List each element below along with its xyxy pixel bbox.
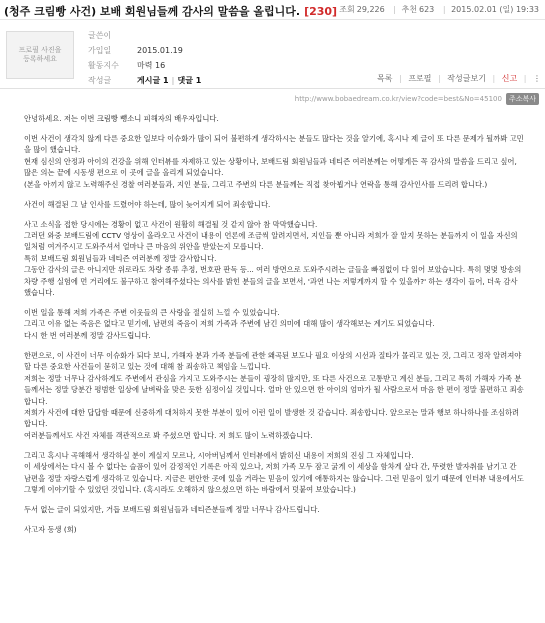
avatar — [6, 31, 74, 79]
profile-button[interactable]: 프로필 — [408, 74, 432, 83]
activity-score: 마력 16 — [137, 61, 166, 70]
body-paragraph: 사고 소식을 접한 당시에는 경황이 없고 사건이 원활히 해결될 것 같지 않아 참 막막했습니다. 그러던 와중 보배드림에 CCTV 영상이 올라오고 사건이 내용이 언론에 조금씩 알려지면서, 지인들 뿐 아니라 저희가 잘 알지 못하는 분들까지 이 일을 자신의 일처럼 여겨주시고 도와주셔서 얼마나 큰 마음의 위안을 받았는지 모릅니다. 특히 보배드림 회원님들과 네티즌 여러분께 정말 감사합니다. 그동안 감사의 글은 아니지만 위로라도 차량 종류 추정, 번호판 판독 등... 여러 방면으로 도와주시려는 글들을 빠짐없이 다 읽어 보았습니다. 특히 몇몇 방송의 차량 주행 실험에 먼 거리에도 불구하고 참여해주셨다는 의사를 밝힌 분들의 글을 보면서, '과연 나는 저렇게까지 할 수 있을까?' 하는 생각이 들어, 더욱 감사했습니다. — [24, 219, 522, 298]
posts-label: 작성글 — [88, 76, 112, 85]
body-paragraph: 이번 사건이 생각치 않게 다른 중요한 일보다 이슈화가 많이 되어 불편하게 생각하시는 분들도 많다는 것을 알기에, 혹시나 제 글이 또 다른 문제가 될까봐 고민을 많이 했습니다. 현재 심신의 안정과 아이의 건강을 위해 인터뷰를 자제하고 있는 상황이나, 보배드림 회원님들과 네티즌 여러분께는 어떻게든 꼭 감사의 말씀을 드리고 싶어, 많은 의논 끝에 시동생 편으로 이 곳에 글을 올리게 되었습니다. (본을 아끼지 않고 노력해주신 경찰 여러분들과, 지인 분들, 그리고 주변의 다른 분들께는 직접 찾아뵙거나 연락을 통해 감사인사를 드리려 합니다.) — [24, 134, 524, 189]
more-icon[interactable]: ⋮ — [533, 74, 541, 83]
post-date: 2015.02.01 (일) 19:33 — [451, 5, 539, 14]
body-paragraph: 사건이 해결된 그 날 인사를 드렸어야 하는데, 많이 늦어지게 되어 죄송합니다. — [24, 199, 271, 209]
header-divider — [0, 88, 545, 89]
copy-url-button[interactable]: 주소복사 — [506, 93, 539, 105]
body-paragraph: 안녕하세요. 저는 이번 크림빵 뺑소니 피해자의 배우자입니다. — [24, 114, 219, 123]
views-label: 조회 — [339, 5, 355, 14]
profile-values — [137, 28, 201, 88]
comment-count[interactable]: [230] — [304, 5, 338, 18]
join-date-label: 가입일 — [88, 46, 112, 55]
report-button[interactable]: 신고 — [501, 74, 518, 83]
author-label: 글쓴이 — [88, 31, 112, 40]
join-date: 2015.01.19 — [137, 46, 183, 55]
post-header — [0, 0, 545, 20]
posts-count[interactable]: 게시글 1 — [137, 76, 169, 85]
action-separator: | — [492, 74, 496, 83]
list-button[interactable]: 목록 — [377, 74, 393, 83]
avatar-placeholder-text: 프로필 사진을 등록하세요 — [18, 46, 62, 63]
profile-labels — [88, 28, 119, 88]
recs-label: 추천 — [401, 5, 417, 14]
author-name[interactable] — [137, 28, 201, 43]
body-paragraph: 두서 없는 글이 되었지만, 거듭 보배드림 회원님들과 네티즌분들께 정말 너무나 감사드립니다. — [24, 504, 320, 514]
post-url-line — [295, 93, 539, 105]
post-url[interactable]: http://www.bobaedream.co.kr/view?code=best&No=45100 — [294, 95, 502, 103]
views-value: 29,226 — [356, 5, 385, 14]
post-body — [24, 113, 524, 544]
action-separator: | — [399, 74, 402, 83]
body-paragraph: 이번 일을 통해 저희 가족은 주변 이웃들의 큰 사랑을 절실히 느낄 수 있었습니다. 그리고 이유 없는 죽음은 없다고 믿기에, 남편의 죽음이 저희 가족과 주변에 남긴 의미에 대해 많이 생각해보는 계기도 되었습니다. 다시 한 번 여러분께 정말 감사드립니다. — [24, 308, 435, 340]
post-meta — [333, 4, 539, 15]
meta-separator: | — [393, 5, 396, 14]
body-paragraph: 그리고 혹시나 곡해해서 생각하실 분이 계실지 모르나, 시아버님께서 인터뷰에서 밝히신 내용이 저희의 진심 그 자체입니다. 이 세상에서는 다시 볼 수 없다는 슬픔이 있어 감정적인 기록은 아직 있으나, 저희 가족 모두 잠고 굵게 이 세상을 함차게 살다 간, 뚜렷한 발자취를 남기고 간 남편을 정말 자랑스럽게 생각하고 있습니다. 지금은 편안한 곳에 있을 거라는 믿음이 있기에 애통하지는 않습니다. 그런 믿음이 있기 때문에 인터뷰 내용에서도 그렇게 이야기할 수 있었던 것입니다. (혹시라도 오해하지 않으셨으면 하는 바람에서 덧붙여 보았습니다.) — [24, 450, 524, 494]
comments-count[interactable]: 댓글 1 — [177, 76, 202, 85]
stats-separator: | — [171, 76, 175, 85]
post-title-text: (청주 크림빵 사건) 보배 회원님들께 감사의 말씀을 올립니다. — [4, 5, 301, 18]
action-separator: | — [438, 74, 441, 83]
activity-label: 활동지수 — [88, 61, 119, 70]
body-paragraph: 한편으로, 이 사건이 너무 이슈화가 되다 보니, 가해자 분과 가족 분들에 관한 왜곡된 보도나 필요 이상의 시선과 질타가 몰리고 있는 것, 그리고 정작 알려져야 할 다른 중요한 사건들이 묻히고 있는 것에 대해 참 죄송하고 책임을 느낍니다. 저희는 정말 너무나 감사하게도 주변에서 관심을 가지고 도와주시는 분들이 굉장히 많지만, 또 다른 사건으로 고통받고 계신 분들, 그리고 특히 가해자 가족 분들께서는 정말 당분간 평범한 일상에 날벼락을 맞은 듯한 심정이실 것입니다. 얼마 안 있으면 한 아이의 엄마가 될 사람으로서 마음 한 편이 정말 불편하고 죄송합니다. 저희가 사건에 대한 답답함 때문에 신중하게 대처하지 못한 부분이 있어 이런 일이 발생한 것 같습니다. 죄송합니다. 앞으로는 말과 행보 하나하나를 조심하려 합니다. 여러분들께서도 사건 자체를 객관적으로 봐 주셨으면 합니다. 저 희도 많이 노력하겠습니다. — [24, 350, 524, 440]
post-title — [4, 3, 337, 19]
recs-value: 623 — [419, 5, 435, 14]
signature: 사고자 동생 (희) — [24, 524, 77, 534]
post-actions — [373, 73, 541, 84]
author-posts-button[interactable]: 작성글보기 — [447, 74, 486, 83]
action-separator: | — [523, 74, 527, 83]
post-stats — [137, 73, 201, 88]
meta-separator: | — [442, 5, 446, 14]
